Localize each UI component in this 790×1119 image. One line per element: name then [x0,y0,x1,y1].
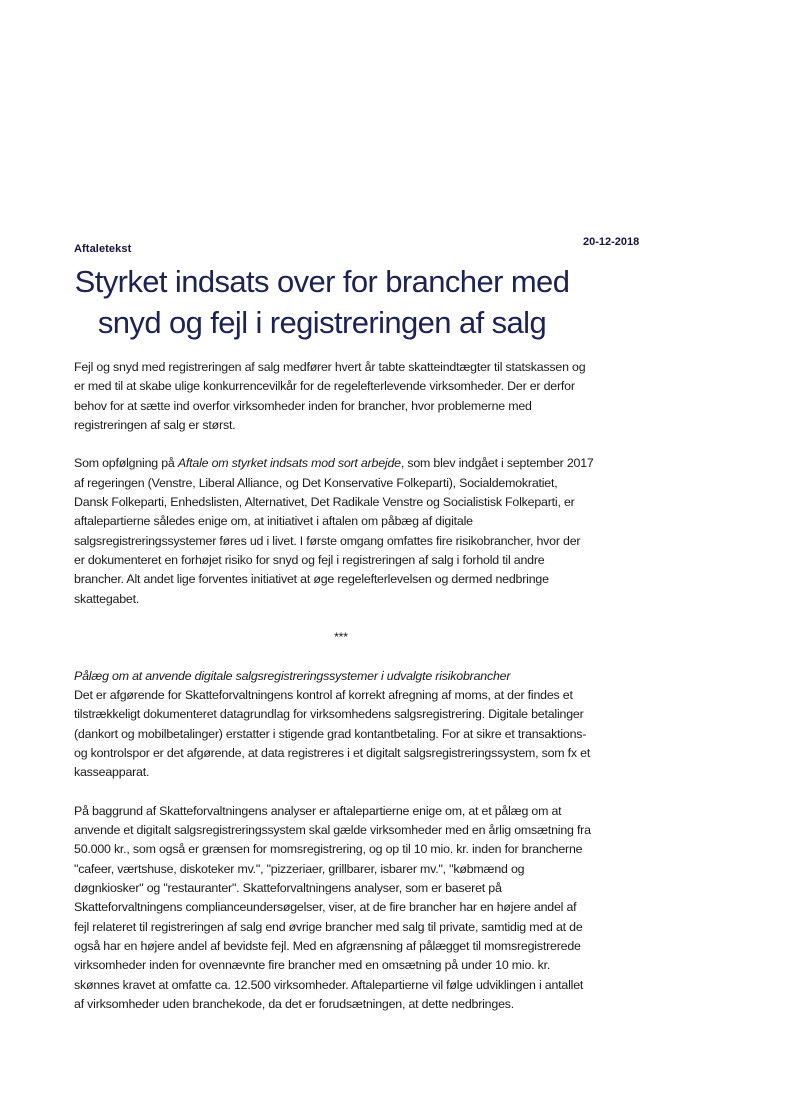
paragraph-data-basis: Det er afgørende for Skatteforvaltningens kontrol af korrekt afregning af moms, at der findes et tilstrækkeligt dokumenteret datagrundlag for virksomhedens salgsregistrering. Digitale betalinger (dankort og mobilbetalinger) erstatter i stigende grad kontantbetaling. For at sikre et transaktions- og kontrolspor er det afgørende, at data registreres i et digitalt salgsregistreringssystem, som fx et kasseapparat. [74,688,591,780]
document-title: Styrket indsats over for brancher med snyd og fejl i registreringen af salg [74,264,570,340]
section-separator: *** [334,630,348,645]
document-date: 20-12-2018 [583,236,640,248]
paragraph-agreement [74,454,594,608]
paragraph-scope: På baggrund af Skatteforvaltningens analyser er aftalepartierne enige om, at et pålæg om at anvende et digitalt salgsregistreringssystem skal gælde virksomheder med en årlig omsætning fra 50.000 kr., som også er grænsen for momsregistrering, og op til 10 mio. kr. inden for brancherne "cafeer, værtshuse, diskoteker mv.", "pizzeriaer, grillbarer, isbarer mv.", "købmænd og døgnkiosker" og "restauranter". Skatteforvaltningens analyser, som er baseret på Skatteforvaltningens complianceundersøgelser, viser, at de fire brancher har en højere andel af fejl relateret til registreringen af salg end øvrige brancher med salg til private, samtidig med at de også har en højere andel af bevidste fejl. Med en afgrænsning af pålægget til momsregistrerede virksomheder inden for ovennævnte fire brancher med en omsætning på under 10 mio. kr. skønnes kravet at omfatte ca. 12.500 virksomheder. Aftalepartierne vil følge udviklingen i antallet af virksomheder uden branchekode, da det er forudsætningen, at dette nedbringes. [74,803,591,1011]
paragraph-agreement-lead: Som opfølgning på [74,456,178,471]
paragraph-agreement-rest: , som blev indgået i september 2017 af regeringen (Venstre, Liberal Alliance, og Det Konservative Folkeparti), Socialdemokratiet, Dansk Folkeparti, Enhedslisten, Alternativet, Det Radikale Venstre og Socialistisk Folkeparti, er aftalepartierne således enige om, at initiativet i aftalen om påbæg af digitale salgsregistreringssystemer føres ud i livet. I første omgang omfattes fire risikobrancher, hvor der er dokumenteret en forhøjet risiko for snyd og fejl i registreringen af salg i forhold til andre brancher. Alt andet lige forventes initiativet at øge regelefterlevelsen og dermed nedbringe skattegabet. [74,456,594,606]
document-body [74,358,594,1014]
paragraph-intro: Fejl og snyd med registreringen af salg medfører hvert år tabte skatteindtægter til statskassen og er med til at skabe ulige konkurrencevilkår for de regelefterlevende virksomheder. Der er derfor behov for at sætte ind overfor virksomheder inden for brancher, hvor problemerne med registreringen af salg er størst. [74,360,586,432]
document-type-label: Aftaletekst [74,243,132,255]
agreement-name-italic: Aftale om styrket indsats mod sort arbejde [177,456,401,471]
section-heading: Pålæg om at anvende digitale salgsregistreringssystemer i udvalgte risikobrancher [74,668,511,683]
